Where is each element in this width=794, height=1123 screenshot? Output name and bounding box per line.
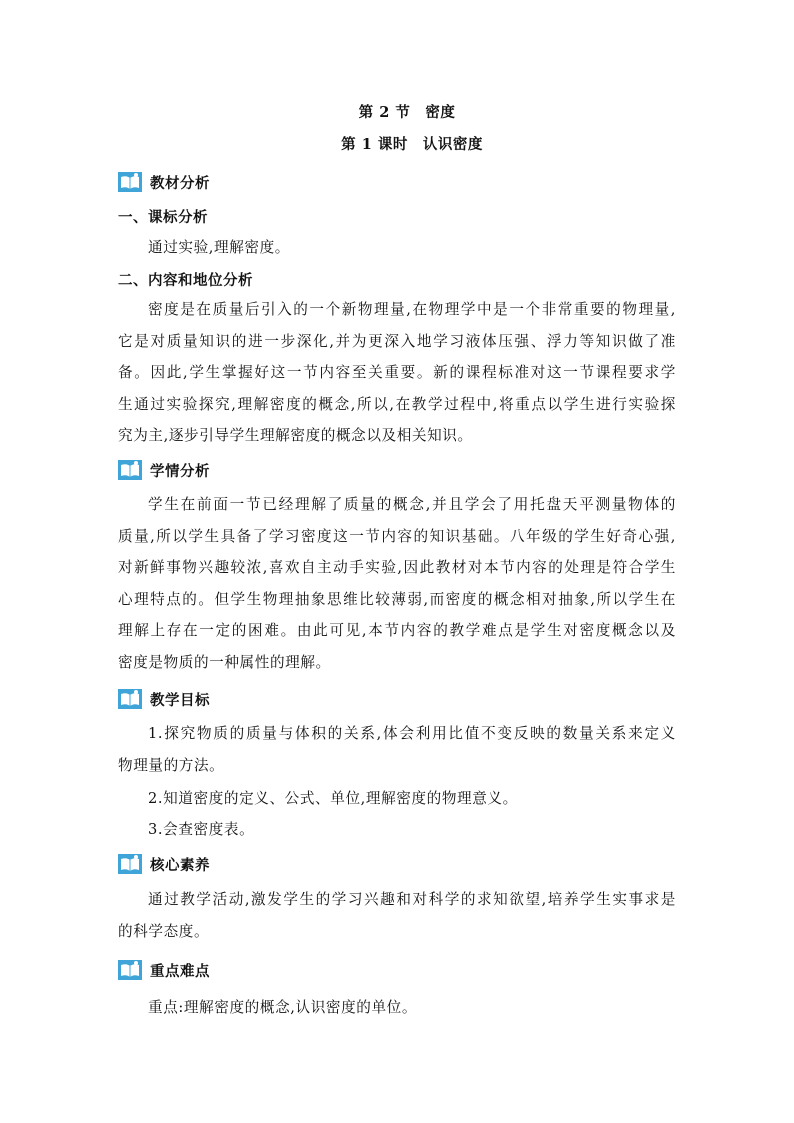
book-icon	[118, 460, 142, 480]
text-line: 1.探究物质的质量与体积的关系,体会利用比值不变反映的数量关系来定义	[148, 725, 676, 742]
heading-curriculum: 一、课标分析	[118, 209, 208, 226]
book-icon	[118, 172, 142, 192]
objective-3	[118, 814, 676, 846]
curriculum-paragraph	[118, 232, 676, 264]
heading-objectives	[118, 688, 210, 710]
section-title: 第 2 节 密度	[358, 104, 456, 121]
heading-label: 教材分析	[150, 174, 210, 192]
text-line: 质量,所以学生具备了学习密度这一节内容的知识基础。八年级的学生好奇心强,	[118, 527, 676, 545]
text-line: 物理量的方法。	[118, 756, 225, 774]
text-line: 备。因此,学生掌握好这一节内容至关重要。新的课程标准对这一节课程要求学	[118, 364, 676, 381]
heading-core-literacy	[118, 853, 210, 875]
text-line: 究为主,逐步引导学生理解密度的概念以及相关知识。	[118, 427, 473, 444]
text-line: 通过教学活动,激发学生的学习兴趣和对科学的求知欲望,培养学生实事求是	[148, 891, 676, 908]
heading-label: 重点难点	[150, 962, 210, 980]
book-icon	[118, 960, 142, 980]
text-line: 理解上存在一定的困难。由此可见,本节内容的教学难点是学生对密度概念以及	[118, 622, 676, 639]
text-line: 密度是在质量后引入的一个新物理量,在物理学中是一个非常重要的物理量,	[148, 301, 676, 318]
heading-label: 教学目标	[150, 691, 210, 709]
text-line: 重点:理解密度的概念,认识密度的单位。	[148, 999, 418, 1016]
book-icon	[118, 689, 142, 709]
content-paragraph	[118, 294, 676, 452]
text-line: 学生在前面一节已经理解了质量的概念,并且学会了用托盘天平测量物体的	[148, 496, 676, 513]
key-point-paragraph	[118, 992, 676, 1024]
objective-2	[118, 783, 676, 815]
heading-textbook-analysis	[118, 171, 210, 193]
text-line: 生通过实验探究,理解密度的概念,所以,在教学过程中,将重点以学生进行实验探	[118, 395, 676, 413]
heading-content-position: 二、内容和地位分析	[118, 272, 253, 289]
text-line: 它是对质量知识的进一步深化,并为更深入地学习液体压强、浮力等知识做了准	[118, 332, 676, 350]
text-line: 3.会查密度表。	[148, 821, 255, 838]
book-icon	[118, 854, 142, 874]
text-line: 对新鲜事物兴趣较浓,喜欢自主动手实验,因此教材对本节内容的处理是符合学生	[118, 559, 676, 576]
lesson-subtitle: 第 1 课时 认识密度	[341, 136, 483, 153]
learner-paragraph	[118, 489, 676, 678]
objective-1	[118, 718, 676, 781]
heading-label: 学情分析	[150, 462, 210, 480]
heading-key-points	[118, 959, 210, 981]
text-line: 密度是物质的一种属性的理解。	[118, 653, 331, 671]
text-line: 心理特点的。但学生物理抽象思维比较薄弱,而密度的概念相对抽象,所以学生在	[118, 590, 676, 608]
text-line: 通过实验,理解密度。	[148, 239, 290, 256]
heading-learner-analysis	[118, 459, 210, 481]
text-line: 的科学态度。	[118, 922, 210, 940]
core-literacy-paragraph	[118, 884, 676, 947]
heading-label: 核心素养	[150, 856, 210, 874]
text-line: 2.知道密度的定义、公式、单位,理解密度的物理意义。	[148, 790, 518, 807]
